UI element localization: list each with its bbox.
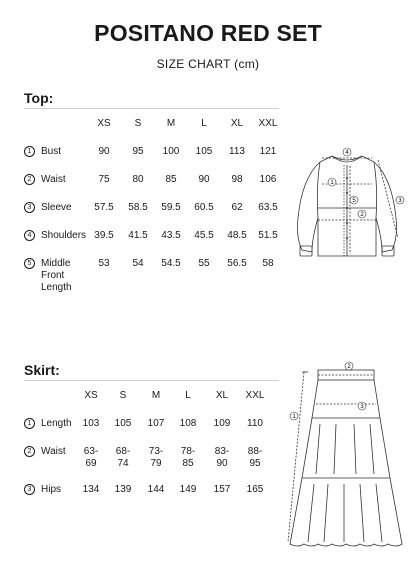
page-title: POSITANO RED SET <box>94 20 322 46</box>
skirt-size-header: M <box>151 390 161 401</box>
top-table-cell: 90 <box>198 174 210 185</box>
top-table-cell: 60.5 <box>194 202 214 213</box>
skirt-table-cell: 68- 74 <box>115 446 131 469</box>
skirt-table-cell: 107 <box>147 418 165 429</box>
top-row-label <box>24 230 94 242</box>
skirt-table-cell: 134 <box>82 484 100 495</box>
skirt-size-header: XXL <box>245 390 265 401</box>
row-number-badge: 3 <box>24 484 35 495</box>
top-row-label <box>24 202 94 214</box>
row-label-text: Middle Front Length <box>41 258 72 293</box>
row-label-text: Shoulders <box>41 230 87 241</box>
top-table-cell: 100 <box>162 146 180 157</box>
top-table-cell: 53 <box>98 258 110 269</box>
top-table-cell: 85 <box>165 174 177 185</box>
top-table-cell: 54 <box>132 258 144 269</box>
row-number-badge: 1 <box>24 418 35 429</box>
top-table-cell: 39.5 <box>94 230 114 241</box>
top-marker-2: 2 <box>360 212 364 218</box>
top-table-cell: 113 <box>229 146 245 157</box>
row-number-badge: 1 <box>24 146 35 157</box>
top-table-cell: 55 <box>198 258 210 269</box>
row-label-text: Sleeve <box>41 202 72 213</box>
top-size-header: M <box>166 118 176 129</box>
top-table-cell: 56.5 <box>227 258 247 269</box>
top-size-header: XS <box>97 118 111 129</box>
skirt-marker-3: 3 <box>360 404 364 410</box>
top-marker-3: 3 <box>398 198 402 204</box>
skirt-row-label <box>24 484 76 496</box>
top-section-label: Top: <box>24 90 54 106</box>
skirt-table-cell: 108 <box>179 418 197 429</box>
top-table-cell: 121 <box>259 146 277 157</box>
skirt-size-header: L <box>185 390 191 401</box>
skirt-table-cell: 103 <box>82 418 100 429</box>
top-size-header: XL <box>230 118 244 129</box>
top-table-cell: 59.5 <box>161 202 181 213</box>
top-table-cell: 75 <box>98 174 110 185</box>
skirt-table-cell: 165 <box>246 484 264 495</box>
top-table-cell: 54.5 <box>161 258 181 269</box>
skirt-table-cell: 144 <box>147 484 165 495</box>
row-number-badge: 4 <box>24 230 35 241</box>
skirt-row-label <box>24 446 76 458</box>
top-divider <box>24 108 279 109</box>
top-marker-4: 4 <box>345 150 349 156</box>
top-table-cell: 48.5 <box>227 230 247 241</box>
skirt-row-label <box>24 418 76 430</box>
top-garment-diagram <box>292 138 402 288</box>
row-number-badge: 2 <box>24 174 35 185</box>
skirt-table-cell: 139 <box>114 484 132 495</box>
skirt-table-cell: 73- 79 <box>148 446 164 469</box>
skirt-garment-diagram <box>284 360 404 560</box>
row-label-text: Waist <box>41 174 66 185</box>
top-table-cell: 98 <box>231 174 243 185</box>
row-label-text: Length <box>41 418 72 429</box>
skirt-table-cell: 109 <box>213 418 231 429</box>
row-number-badge: 5 <box>24 258 35 269</box>
top-table-cell: 45.5 <box>194 230 214 241</box>
row-number-badge: 2 <box>24 446 35 457</box>
top-table-cell: 105 <box>195 146 213 157</box>
top-size-header: XXL <box>258 118 278 129</box>
row-label-text: Bust <box>41 146 62 157</box>
page-subtitle: SIZE CHART (cm) <box>156 57 260 71</box>
top-marker-5: 5 <box>352 198 356 204</box>
top-size-header: L <box>201 118 207 129</box>
top-row-label <box>24 258 94 294</box>
skirt-table-cell: 83- 90 <box>214 446 230 469</box>
top-table-cell: 106 <box>259 174 277 185</box>
top-table-cell: 58 <box>262 258 274 269</box>
skirt-divider <box>24 380 279 381</box>
row-number-badge: 3 <box>24 202 35 213</box>
top-table-cell: 63.5 <box>258 202 278 213</box>
skirt-size-header: XS <box>84 390 98 401</box>
skirt-section-label: Skirt: <box>24 362 60 378</box>
top-table-cell: 80 <box>132 174 144 185</box>
top-table-cell: 43.5 <box>161 230 181 241</box>
skirt-table-cell: 157 <box>213 484 231 495</box>
top-size-header: S <box>134 118 142 129</box>
row-label-text: Waist <box>41 446 66 457</box>
top-table-cell: 95 <box>132 146 144 157</box>
top-row-label <box>24 146 94 158</box>
skirt-table-cell: 88- 95 <box>247 446 263 469</box>
top-table-cell: 57.5 <box>94 202 114 213</box>
skirt-table-cell: 63- 69 <box>83 446 99 469</box>
top-table-cell: 41.5 <box>128 230 148 241</box>
skirt-marker-1: 1 <box>292 414 296 420</box>
top-row-label <box>24 174 94 186</box>
skirt-table-cell: 110 <box>247 418 263 429</box>
skirt-table-cell: 105 <box>114 418 132 429</box>
skirt-marker-2: 2 <box>347 364 351 370</box>
skirt-table-cell: 78- 85 <box>180 446 196 469</box>
row-label-text: Hips <box>41 484 62 495</box>
top-table-cell: 51.5 <box>258 230 278 241</box>
top-marker-1: 1 <box>330 180 334 186</box>
skirt-table-cell: 149 <box>179 484 197 495</box>
top-table-cell: 58.5 <box>128 202 148 213</box>
skirt-size-header: S <box>119 390 127 401</box>
top-table-cell: 90 <box>98 146 110 157</box>
top-table-cell: 62 <box>231 202 243 213</box>
skirt-size-header: XL <box>215 390 229 401</box>
